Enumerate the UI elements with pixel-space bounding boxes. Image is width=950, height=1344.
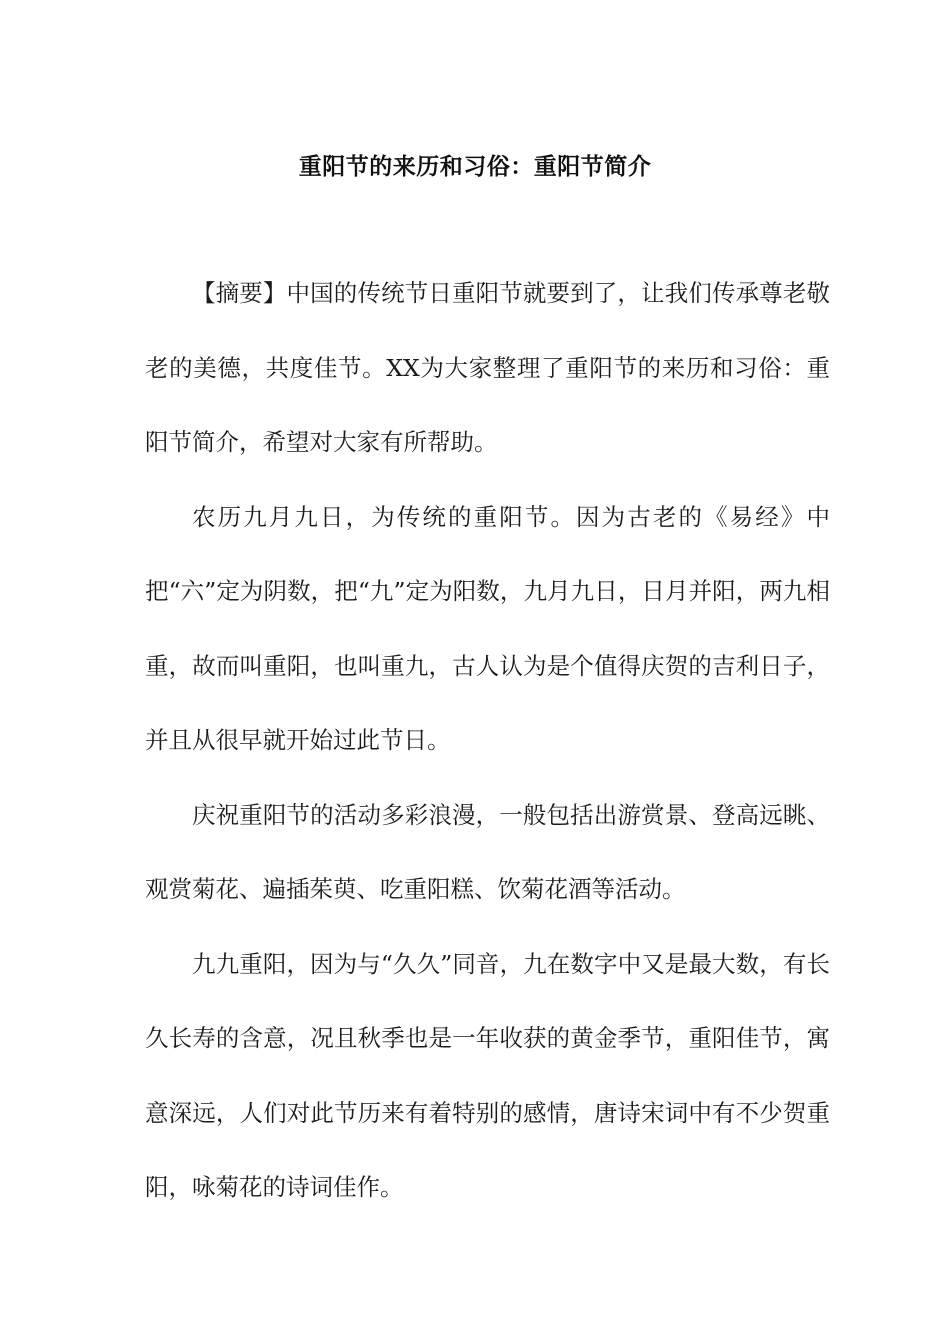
document-title: 重阳节的来历和习俗：重阳节简介 bbox=[298, 154, 652, 181]
paragraph-origin: 农历九月九日，为传统的重阳节。因为古老的《易经》中把“六”定为阴数，把“九”定为阳数，九月九日，日月并阳，两九相重，故而叫重阳，也叫重九，古人认为是个值得庆贺的吉利日子，并且从很早就开始过此节日。 bbox=[145, 502, 830, 754]
paragraph-meaning: 九九重阳，因为与“久久”同音，九在数字中又是最大数，有长久长寿的含意，况且秋季也是一年收获的黄金季节，重阳佳节，寓意深远，人们对此节历来有着特别的感情，唐诗宋词中有不少贺重阳，咏菊花的诗词佳作。 bbox=[145, 949, 830, 1201]
paragraph-activities: 庆祝重阳节的活动多彩浪漫，一般包括出游赏景、登高远眺、观赏菊花、遍插茱萸、吃重阳糕、饮菊花酒等活动。 bbox=[145, 800, 830, 903]
document-body bbox=[145, 256, 830, 1225]
paragraph-abstract: 【摘要】中国的传统节日重阳节就要到了，让我们传承尊老敬老的美德，共度佳节。XX为大家整理了重阳节的来历和习俗：重阳节简介，希望对大家有所帮助。 bbox=[145, 279, 830, 456]
